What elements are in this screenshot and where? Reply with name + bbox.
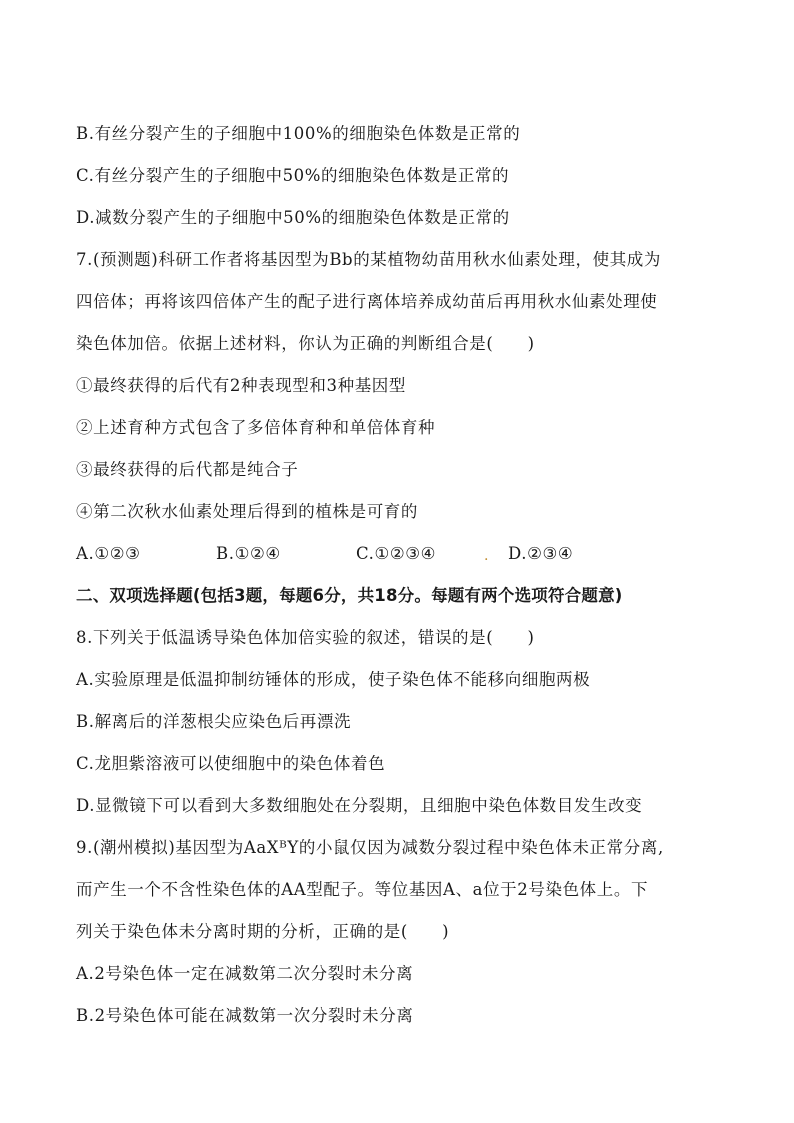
q8-option-d: D.显微镜下可以看到大多数细胞处在分裂期，且细胞中染色体数目发生改变 bbox=[76, 796, 643, 815]
q7-options-row bbox=[76, 542, 726, 566]
q8-option-c: C.龙胆紫溶液可以使细胞中的染色体着色 bbox=[76, 754, 386, 773]
q8-option-a: A.实验原理是低温抑制纺锤体的形成，使子染色体不能移向细胞两极 bbox=[76, 670, 591, 689]
q8-stem: 8.下列关于低温诱导染色体加倍实验的叙述，错误的是( ) bbox=[76, 628, 535, 647]
q7-stem-line-2: 四倍体；再将该四倍体产生的配子进行离体培养成幼苗后再用秋水仙素处理使 bbox=[76, 292, 658, 311]
section-heading: 二、双项选择题(包括3题，每题6分，共18分。每题有两个选项符合题意) bbox=[76, 586, 623, 605]
q7-statement-4: ④第二次秋水仙素处理后得到的植株是可育的 bbox=[76, 502, 418, 521]
q6-option-d: D.减数分裂产生的子细胞中50%的细胞染色体数是正常的 bbox=[76, 208, 510, 227]
q7-option-a: A.①②③ bbox=[76, 544, 141, 563]
q9-stem-line-2: 而产生一个不含性染色体的AA型配子。等位基因A、a位于2号染色体上。下 bbox=[76, 880, 649, 899]
q9-option-a: A.2号染色体一定在减数第二次分裂时未分离 bbox=[76, 964, 414, 983]
q7-statement-3: ③最终获得的后代都是纯合子 bbox=[76, 460, 299, 479]
q6-option-b: B.有丝分裂产生的子细胞中100%的细胞染色体数是正常的 bbox=[76, 124, 521, 143]
stray-dot: . bbox=[484, 548, 490, 564]
q7-statement-2: ②上述育种方式包含了多倍体育种和单倍体育种 bbox=[76, 418, 436, 437]
q7-statement-1: ①最终获得的后代有2种表现型和3种基因型 bbox=[76, 376, 406, 395]
q9-stem-line-3: 列关于染色体未分离时期的分析，正确的是( ) bbox=[76, 922, 450, 941]
q7-option-b: B.①②④ bbox=[216, 544, 281, 563]
q8-option-b: B.解离后的洋葱根尖应染色后再漂洗 bbox=[76, 712, 352, 731]
q7-stem-line-3: 染色体加倍。依据上述材料，你认为正确的判断组合是( ) bbox=[76, 334, 535, 353]
q9-option-b: B.2号染色体可能在减数第一次分裂时未分离 bbox=[76, 1006, 414, 1025]
q7-stem-line-1: 7.(预测题)科研工作者将基因型为Bb的某植物幼苗用秋水仙素处理，使其成为 bbox=[76, 250, 662, 269]
q6-option-c: C.有丝分裂产生的子细胞中50%的细胞染色体数是正常的 bbox=[76, 166, 510, 185]
q7-option-d: D.②③④ bbox=[508, 544, 574, 563]
q9-stem-line-1: 9.(潮州模拟)基因型为AaXᴮY的小鼠仅因为减数分裂过程中染色体未正常分离, bbox=[76, 838, 664, 857]
q7-option-c: C.①②③④ bbox=[356, 544, 437, 563]
